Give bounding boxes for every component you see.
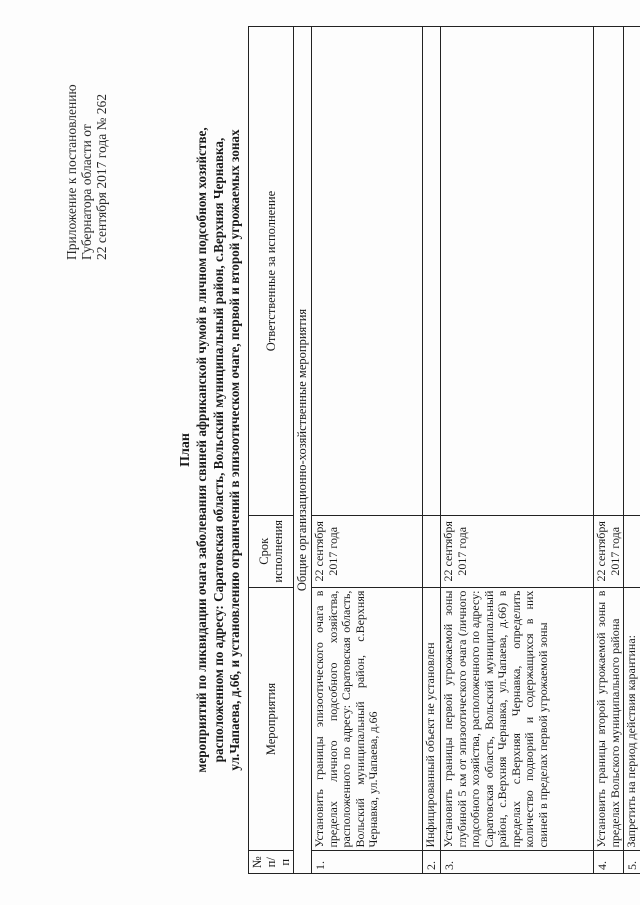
title-heading: План — [178, 433, 193, 467]
appendix-note — [64, 84, 109, 260]
table-row — [624, 27, 640, 874]
table-row — [594, 27, 624, 874]
row-num: 4. — [594, 851, 624, 874]
row-activity: Инфицированный объект не установлен — [423, 587, 441, 851]
table-row — [312, 27, 423, 874]
row-responsible — [423, 27, 441, 516]
header-term: Срок исполнения — [249, 516, 294, 588]
section-title: Общие организационно-хозяйственные мероприятия — [294, 27, 312, 874]
table-header-row — [249, 27, 294, 874]
table-row — [423, 27, 441, 874]
row-responsible — [441, 27, 594, 516]
row-term: 22 сентября 2017 года — [312, 516, 423, 588]
title-line: ул.Чапаева, д.66, и установлению ограничений в эпизоотическом очаге, первой и второй угрожаемых зонах — [227, 129, 243, 771]
row-term — [624, 516, 640, 588]
row-responsible — [624, 27, 640, 516]
row-term: 22 сентября 2017 года — [441, 516, 594, 588]
title-line: расположенном по адресу: Саратовская область, Вольский муниципальный район, с.Верхняя Чернавка, — [210, 137, 226, 763]
document-title — [178, 35, 244, 865]
row-activity: Установить границы первой угрожаемой зоны глубиной 5 км от эпизоотического очага (личного подсобного хозяйства, расположенного по адресу: Саратовская область, Вольский муниципальный район, с.Верхняя Чернавка, ул.Чапаева, д.66) в пределах с.Верхняя Чернавка, определить количество подворий и содержащихся в них свиней в пределах первой угрожаемой зоны — [441, 587, 594, 851]
header-responsible: Ответственные за исполнение — [249, 27, 294, 516]
row-activity: Установить границы эпизоотического очага в пределах личного подсобного хозяйства, расположенного по адресу: Саратовская область, Вольский муниципальный район, с.Верхняя Чернавка, ул.Чапаева, д.66 — [312, 587, 423, 851]
row-num: 1. — [312, 851, 423, 874]
title-line: мероприятий по ликвидации очага заболевания свиней африканской чумой в личном подсобном хозяйстве, — [194, 127, 209, 773]
header-activity: Мероприятия — [249, 587, 294, 851]
row-num: 3. — [441, 851, 594, 874]
header-num: № п/п — [249, 851, 294, 874]
row-term — [423, 516, 441, 588]
appendix-line: Губернатора области от — [79, 124, 94, 260]
row-activity: Установить границы второй угрожаемой зоны в пределах Вольского муниципального района — [594, 587, 624, 851]
plan-table — [248, 26, 640, 874]
section-row — [294, 27, 312, 874]
row-activity: Запретить на период действия карантина: — [624, 587, 640, 851]
row-num: 2. — [423, 851, 441, 874]
row-responsible — [312, 27, 423, 516]
appendix-line: Приложение к постановлению — [64, 84, 79, 260]
appendix-line: 22 сентября 2017 года № 262 — [94, 93, 109, 260]
row-term: 22 сентября 2017 года — [594, 516, 624, 588]
table-row — [441, 27, 594, 874]
row-num: 5. — [624, 851, 640, 874]
row-responsible — [594, 27, 624, 516]
